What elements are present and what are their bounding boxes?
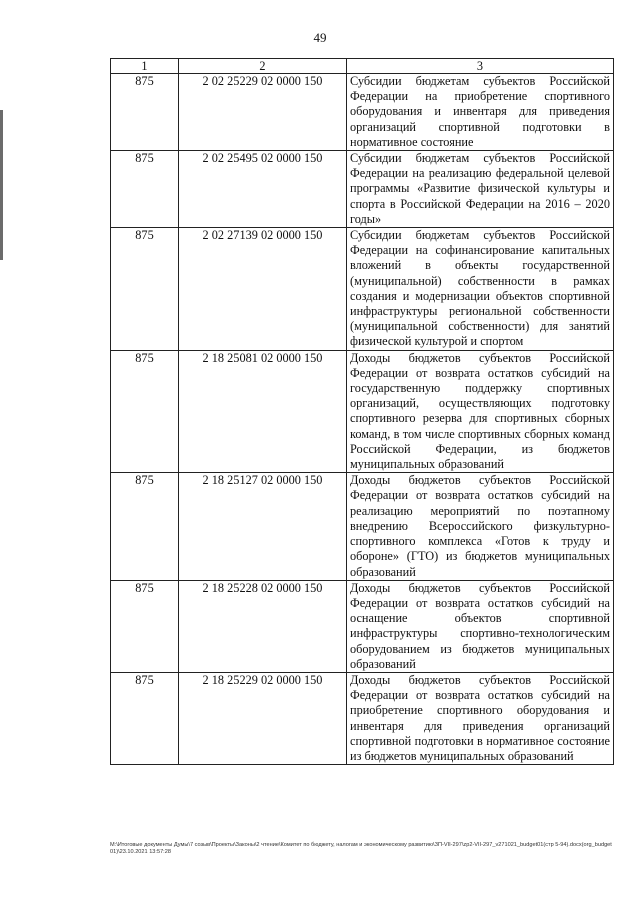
revenue-description-cell: Доходы бюджетов субъектов Российской Федерации от возврата остатков субсидий на приобретение спортивного оборудования и инвентаря для приведения организаций спортивной подготовки в нормативное состояние из бюджетов муниципальных образований (347, 672, 614, 764)
revenue-code-cell: 2 02 27139 02 0000 150 (179, 228, 347, 351)
revenue-description-cell: Субсидии бюджетам субъектов Российской Федерации на приобретение спортивного оборудования и инвентаря для приведения организаций спортивной подготовки в нормативное состояние (347, 74, 614, 151)
revenue-code-cell: 2 18 25081 02 0000 150 (179, 350, 347, 473)
revenue-description-cell: Доходы бюджетов субъектов Российской Федерации от возврата остатков субсидий на оснащение объектов спортивной инфраструктуры спортивно-технологическим оборудованием из бюджетов муниципальных образований (347, 580, 614, 672)
table-row (111, 74, 614, 151)
admin-code-cell: 875 (111, 580, 179, 672)
header-col-3: 3 (347, 59, 614, 74)
revenue-code-cell: 2 02 25229 02 0000 150 (179, 74, 347, 151)
revenue-description-cell: Субсидии бюджетам субъектов Российской Федерации на реализацию федеральной целевой программы «Развитие физической культуры и спорта в Российской Федерации на 2016 – 2020 годы» (347, 151, 614, 228)
table-row (111, 350, 614, 473)
revenue-code-cell: 2 18 25127 02 0000 150 (179, 473, 347, 580)
table-row (111, 151, 614, 228)
admin-code-cell: 875 (111, 350, 179, 473)
header-col-1: 1 (111, 59, 179, 74)
revenue-description-cell: Доходы бюджетов субъектов Российской Федерации от возврата остатков субсидий на государственную поддержку спортивных организаций, осуществляющих подготовку спортивного резерва для спортивных сборных команд, в том числе спортивных сборных команд Российской Федерации, из бюджетов муниципальных образований (347, 350, 614, 473)
header-col-2: 2 (179, 59, 347, 74)
admin-code-cell: 875 (111, 74, 179, 151)
admin-code-cell: 875 (111, 228, 179, 351)
admin-code-cell: 875 (111, 151, 179, 228)
revenue-code-cell: 2 18 25228 02 0000 150 (179, 580, 347, 672)
page-number: 49 (313, 30, 327, 45)
revenue-code-cell: 2 18 25229 02 0000 150 (179, 672, 347, 764)
table-row (111, 228, 614, 351)
table-row (111, 580, 614, 672)
revenue-code-cell: 2 02 25495 02 0000 150 (179, 151, 347, 228)
admin-code-cell: 875 (111, 473, 179, 580)
revenue-description-cell: Субсидии бюджетам субъектов Российской Федерации на софинансирование капитальных вложений в объекты государственной (муниципальной) собственности в рамках создания и модернизации объектов спортивной инфраструктуры региональной собственности (муниципальной собственности) для занятий физической культурой и спортом (347, 228, 614, 351)
table-row (111, 473, 614, 580)
document-file-path-footer: M:\Итоговые документы Думы\7 созыв\Проекты\Законы\2 чтение\Комитет по бюджету, налогам и экономическому развитию\ЗП-VII-297\zp2-VII-297_v271021_budget01(стр 5-94).docx(org_budget01)\23.10.2021 13:57:28 (110, 842, 612, 855)
scan-edge-mark (0, 110, 3, 260)
table-row (111, 672, 614, 764)
budget-classification-table (110, 58, 614, 765)
admin-code-cell: 875 (111, 672, 179, 764)
table-header-row (111, 59, 614, 74)
revenue-description-cell: Доходы бюджетов субъектов Российской Федерации от возврата остатков субсидий на реализацию мероприятий по поэтапному внедрению Всероссийского физкультурно-спортивного комплекса «Готов к труду и обороне» (ГТО) из бюджетов муниципальных образований (347, 473, 614, 580)
